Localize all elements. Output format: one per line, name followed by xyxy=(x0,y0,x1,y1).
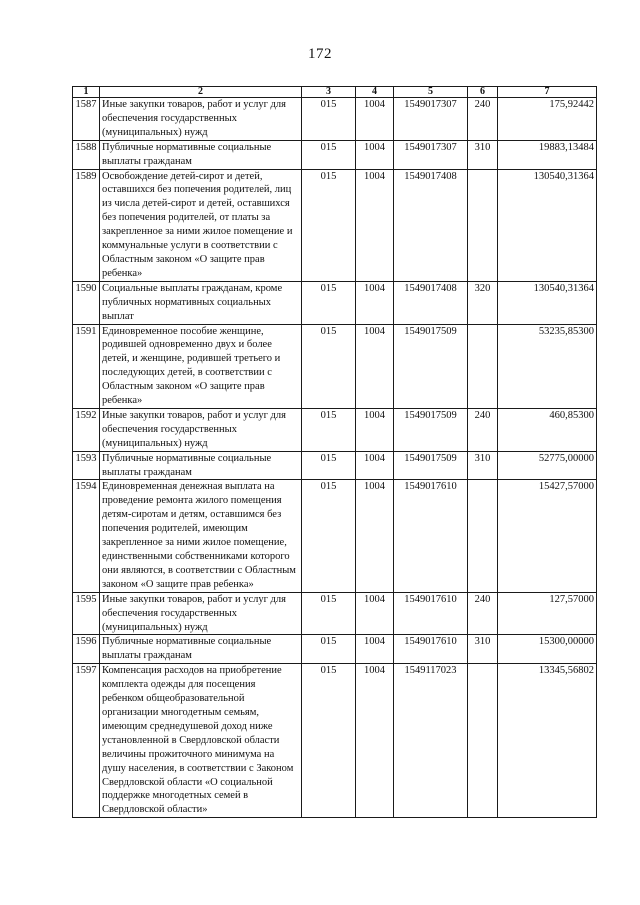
row-code-5: 1549017509 xyxy=(394,324,468,408)
row-number: 1593 xyxy=(73,451,100,480)
table-row xyxy=(73,451,597,480)
row-code-6: 310 xyxy=(468,451,498,480)
row-amount: 130540,31364 xyxy=(498,169,597,281)
row-amount: 19883,13484 xyxy=(498,140,597,169)
row-code-5: 1549017408 xyxy=(394,169,468,281)
row-code-3: 015 xyxy=(302,140,356,169)
table-row xyxy=(73,408,597,451)
row-code-3: 015 xyxy=(302,408,356,451)
row-number: 1588 xyxy=(73,140,100,169)
row-name: Публичные нормативные социальные выплаты гражданам xyxy=(100,451,302,480)
row-amount: 460,85300 xyxy=(498,408,597,451)
row-code-6: 240 xyxy=(468,408,498,451)
table-header-row xyxy=(73,87,597,98)
row-code-5: 1549017610 xyxy=(394,635,468,664)
table-row xyxy=(73,592,597,635)
row-code-4: 1004 xyxy=(356,169,394,281)
row-code-4: 1004 xyxy=(356,635,394,664)
column-header-7: 7 xyxy=(498,87,597,98)
row-code-4: 1004 xyxy=(356,480,394,592)
row-name: Компенсация расходов на приобретение комплекта одежды для посещения ребенком общеобразовательной организации многодетным семьям, имеющим среднедушевой доход ниже установленной в Свердловской области величины прожиточного минимума на душу населения, в соответствии с Законом Свердловской области «О социальной поддержке многодетных семей в Свердловской области» xyxy=(100,664,302,818)
column-header-2: 2 xyxy=(100,87,302,98)
row-code-4: 1004 xyxy=(356,408,394,451)
row-code-6: 320 xyxy=(468,281,498,324)
row-code-6 xyxy=(468,169,498,281)
row-code-4: 1004 xyxy=(356,98,394,141)
column-header-3: 3 xyxy=(302,87,356,98)
row-number: 1591 xyxy=(73,324,100,408)
row-name: Единовременное пособие женщине, родившей одновременно двух и более детей, и женщине, родившей третьего и последующих детей, в соответствии с Областным законом «О защите прав ребенка» xyxy=(100,324,302,408)
row-code-3: 015 xyxy=(302,635,356,664)
row-amount: 15300,00000 xyxy=(498,635,597,664)
table-row xyxy=(73,480,597,592)
row-number: 1595 xyxy=(73,592,100,635)
table-row xyxy=(73,140,597,169)
row-code-5: 1549017408 xyxy=(394,281,468,324)
row-code-4: 1004 xyxy=(356,281,394,324)
row-code-3: 015 xyxy=(302,480,356,592)
table-row xyxy=(73,98,597,141)
row-name: Единовременная денежная выплата на проведение ремонта жилого помещения детям-сиротам и детям, оставшимся без попечения родителей, имеющим закрепленное за ними жилое помещение, единственными собственниками которого они являются, в соответствии с Областным законом «О защите прав ребенка» xyxy=(100,480,302,592)
table-row xyxy=(73,635,597,664)
row-number: 1596 xyxy=(73,635,100,664)
row-name: Иные закупки товаров, работ и услуг для обеспечения государственных (муниципальных) нужд xyxy=(100,592,302,635)
row-name: Публичные нормативные социальные выплаты гражданам xyxy=(100,635,302,664)
row-number: 1592 xyxy=(73,408,100,451)
row-name: Публичные нормативные социальные выплаты гражданам xyxy=(100,140,302,169)
row-code-5: 1549017610 xyxy=(394,592,468,635)
row-code-4: 1004 xyxy=(356,451,394,480)
row-code-6 xyxy=(468,480,498,592)
row-code-3: 015 xyxy=(302,169,356,281)
row-code-5: 1549017307 xyxy=(394,98,468,141)
row-code-4: 1004 xyxy=(356,592,394,635)
row-code-4: 1004 xyxy=(356,324,394,408)
row-code-5: 1549017307 xyxy=(394,140,468,169)
row-code-4: 1004 xyxy=(356,140,394,169)
row-code-3: 015 xyxy=(302,592,356,635)
row-number: 1594 xyxy=(73,480,100,592)
row-code-6 xyxy=(468,324,498,408)
budget-table xyxy=(72,86,597,818)
column-header-5: 5 xyxy=(394,87,468,98)
table-row xyxy=(73,169,597,281)
row-code-4: 1004 xyxy=(356,664,394,818)
column-header-1: 1 xyxy=(73,87,100,98)
table-row xyxy=(73,324,597,408)
row-name: Освобождение детей-сирот и детей, оставшихся без попечения родителей, лиц из числа детей-сирот и детей, оставшихся без попечения родителей, от платы за закрепленное за ними жилое помещение и коммунальные услуги в соответствии с Областным законом «О защите прав ребенка» xyxy=(100,169,302,281)
row-code-6: 310 xyxy=(468,635,498,664)
table-row xyxy=(73,664,597,818)
row-amount: 175,92442 xyxy=(498,98,597,141)
row-name: Социальные выплаты гражданам, кроме публичных нормативных социальных выплат xyxy=(100,281,302,324)
row-number: 1590 xyxy=(73,281,100,324)
row-name: Иные закупки товаров, работ и услуг для обеспечения государственных (муниципальных) нужд xyxy=(100,98,302,141)
row-code-5: 1549017509 xyxy=(394,451,468,480)
table-row xyxy=(73,281,597,324)
column-header-4: 4 xyxy=(356,87,394,98)
row-amount: 52775,00000 xyxy=(498,451,597,480)
row-code-6 xyxy=(468,664,498,818)
row-amount: 127,57000 xyxy=(498,592,597,635)
row-code-5: 1549117023 xyxy=(394,664,468,818)
row-number: 1587 xyxy=(73,98,100,141)
row-code-3: 015 xyxy=(302,664,356,818)
row-amount: 15427,57000 xyxy=(498,480,597,592)
row-number: 1597 xyxy=(73,664,100,818)
row-name: Иные закупки товаров, работ и услуг для обеспечения государственных (муниципальных) нужд xyxy=(100,408,302,451)
row-amount: 130540,31364 xyxy=(498,281,597,324)
row-amount: 13345,56802 xyxy=(498,664,597,818)
row-code-6: 310 xyxy=(468,140,498,169)
row-code-5: 1549017509 xyxy=(394,408,468,451)
row-code-3: 015 xyxy=(302,451,356,480)
row-code-5: 1549017610 xyxy=(394,480,468,592)
column-header-6: 6 xyxy=(468,87,498,98)
row-code-6: 240 xyxy=(468,98,498,141)
row-code-6: 240 xyxy=(468,592,498,635)
row-code-3: 015 xyxy=(302,281,356,324)
row-number: 1589 xyxy=(73,169,100,281)
row-amount: 53235,85300 xyxy=(498,324,597,408)
row-code-3: 015 xyxy=(302,98,356,141)
row-code-3: 015 xyxy=(302,324,356,408)
page-number: 172 xyxy=(308,46,332,62)
